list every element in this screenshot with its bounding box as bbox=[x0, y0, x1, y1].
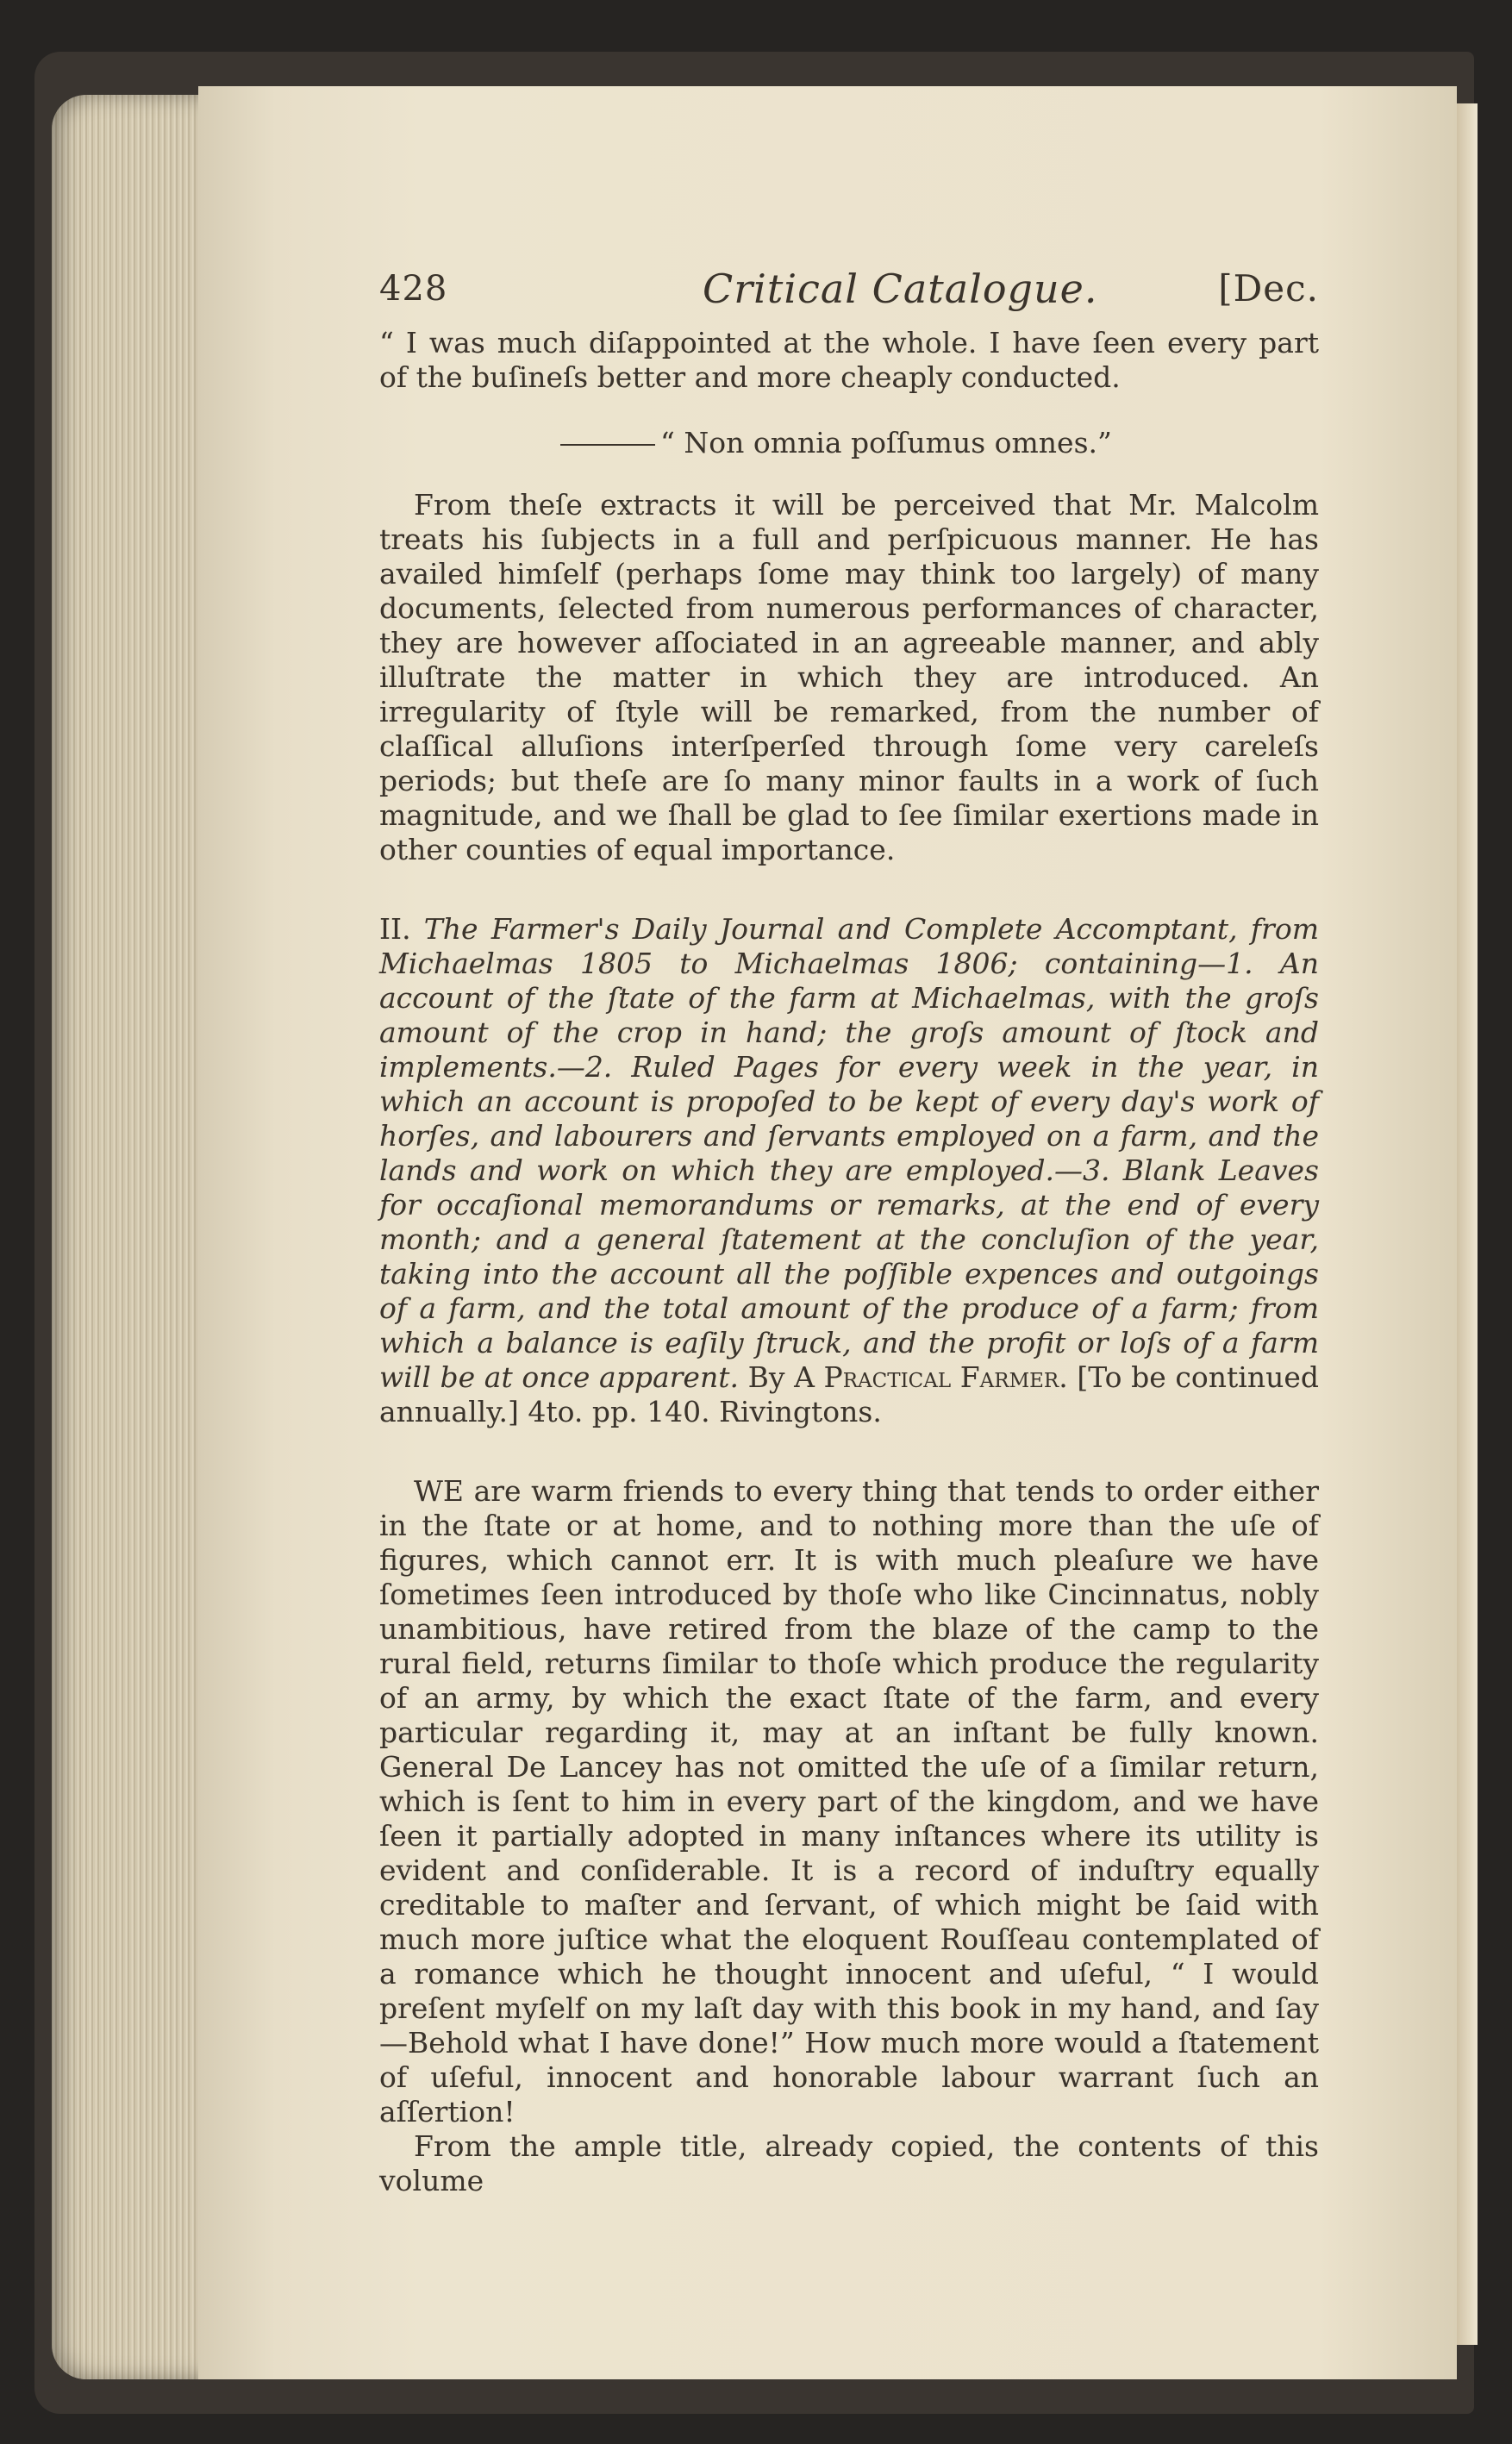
review-paragraph: From theſe extracts it will be perceived that Mr. Malcolm treats his ſubjects in a full and perſpicuous manner. He has availed himſelf (perhaps ſome may think too largely) of many documents, ſelected from numerous performances of character, they are however aſſociated in an agreeable manner, and ably illuſtrate the matter in which they are introduced. An irregularity of ſtyle will be remarked, from the number of claſſical alluſions interſperſed through ſome very careleſs periods; but theſe are ſo many minor faults in a work of ſuch magnitude, and we ſhall be glad to ſee ſimilar exertions made in other counties of equal importance. bbox=[379, 488, 1319, 866]
entry-title: The Farmer's Daily Journal and Complete Accomptant, from Michaelmas 1805 to Michaelmas 1806; containing—1. An account of the ſtate of the farm at Michaelmas, with the groſs amount of the crop in hand; the groſs amount of ſtock and implements.—2. Ruled Pages for every week in the year, in which an account is propoſed to be kept of every day's work of horſes, and labourers and ſervants employed on a farm, and the lands and work on which they are employed.—3. Blank Leaves for occaſional memorandums or remarks, at the end of every month; and a general ſtatement at the concluſion of the year, taking into the account all the poſſible expences and outgoings of a farm, and the total amount of the produce of a farm; from which a balance is eaſily ſtruck, and the profit or loſs of a farm will be at once apparent. bbox=[379, 912, 1319, 1394]
page-number: 428 bbox=[379, 269, 448, 309]
quote-paragraph: “ I was much diſappointed at the whole. I have ſeen every part of the buſineſs better and more cheaply conducted. bbox=[379, 326, 1319, 394]
entry-author-prefix: By A bbox=[747, 1360, 815, 1394]
entry-author: Practical Farmer. bbox=[823, 1360, 1068, 1394]
review-paragraph-2: WE are warm friends to every thing that tends to order either in the ſtate or at home, and to nothing more than the uſe of figures, which cannot err. It is with much pleaſure we have ſometimes ſeen introduced by thoſe who like Cincinnatus, nobly unambitious, have retired from the blaze of the camp to the rural field, returns ſimilar to thoſe which produce the regularity of an army, by which the exact ſtate of the farm, and every particular regarding it, may at an inſtant be fully known. General De Lancey has not omitted the uſe of a ſimilar return, which is ſent to him in every part of the kingdom, and we have ſeen it partially adopted in many inſtances where its utility is evident and conſiderable. It is a record of induſtry equally creditable to maſter and ſervant, of which might be ſaid with much more juſtice what the eloquent Rouſſeau contemplated of a romance which he thought innocent and uſeful, “ I would preſent myſelf on my laſt day with this book in my hand, and ſay—Behold what I have done!” How much more would a ſtatement of uſeful, innocent and honorable labour warrant ſuch an aſſertion! bbox=[379, 1474, 1319, 2128]
page-edges bbox=[52, 95, 207, 2379]
entry-publication: 4to. pp. 140. Rivingtons. bbox=[528, 1395, 882, 1428]
entry-number: II. bbox=[379, 912, 411, 946]
entry-note: [To be continued annually.] bbox=[379, 1360, 1319, 1428]
em-rule bbox=[560, 444, 655, 446]
header-month: [Dec. bbox=[1218, 267, 1319, 309]
page-text bbox=[379, 250, 1319, 2198]
running-header bbox=[379, 250, 1319, 310]
review-paragraph-3: From the ample title, already copied, the contents of this volume bbox=[379, 2129, 1319, 2197]
latin-quote: “ Non omnia poſſumus omnes.” bbox=[379, 426, 1319, 460]
page-body bbox=[379, 326, 1319, 2198]
catalogue-entry bbox=[379, 912, 1319, 1429]
right-page-edge bbox=[1455, 103, 1478, 2345]
running-title: Critical Catalogue. bbox=[703, 266, 1098, 312]
